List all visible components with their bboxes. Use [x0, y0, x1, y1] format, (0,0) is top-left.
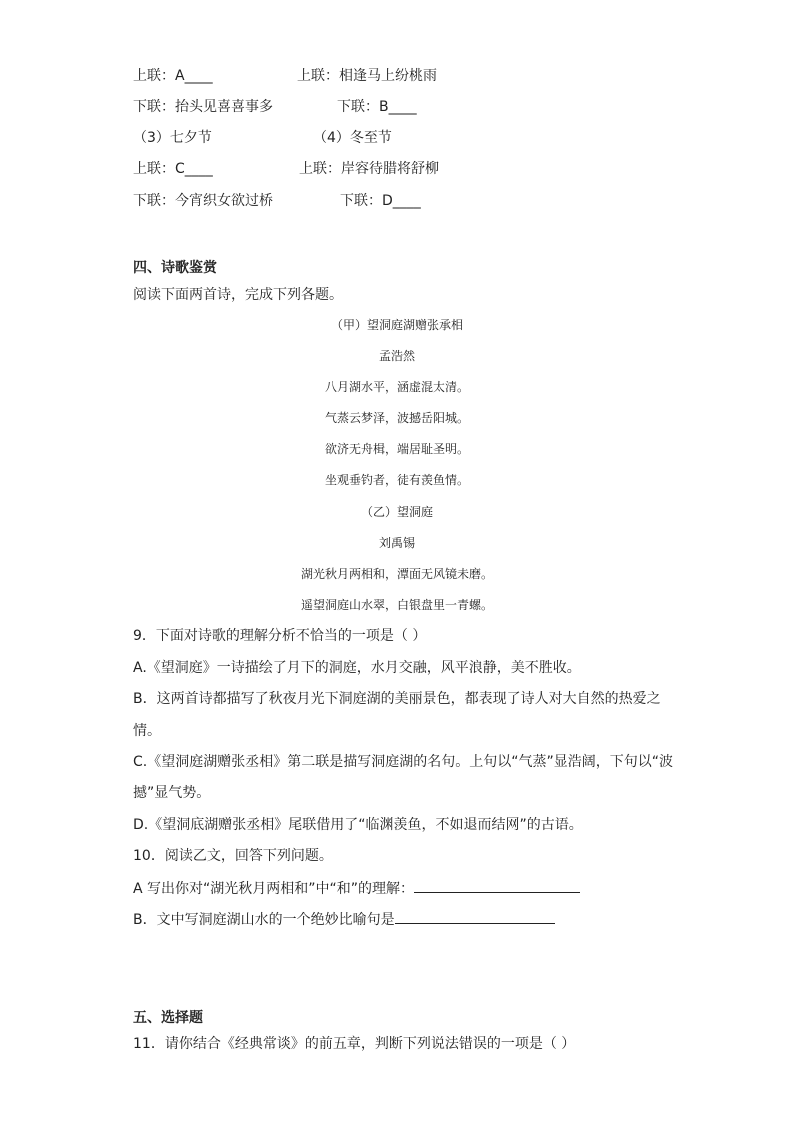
- poem-1-line: 八月湖水平，涵虚混太清。: [324, 380, 469, 394]
- couplet-row-4-left: 上联：C____: [133, 161, 213, 177]
- poem-1-line: 欲济无舟楫，端居耻圣明。: [324, 442, 469, 456]
- poem-1-line: 坐观垂钓者，徒有羡鱼情。: [324, 473, 469, 487]
- question-9-option-b-cont: 情。: [133, 723, 161, 739]
- question-9-option-d: D.《望洞底湖赠张丞相》尾联借用了“临渊羡鱼，不如退而结网”的古语。: [133, 817, 583, 833]
- section-5-heading: 五、选择题: [133, 1010, 203, 1026]
- question-10-a: [133, 878, 580, 899]
- answer-blank[interactable]: [414, 878, 580, 893]
- poem-2-title: （乙）望洞庭: [360, 505, 433, 519]
- couplet-row-1-right: 上联：相逢马上纷桃雨: [297, 68, 437, 84]
- question-10-b-text: B．文中写洞庭湖山水的一个绝妙比喻句是: [133, 912, 395, 928]
- couplet-row-4-right: 上联：岸容待腊将舒柳: [299, 161, 439, 177]
- poem-1-title: （甲）望洞庭湖赠张承相: [330, 318, 463, 332]
- question-10-a-text: A 写出你对“湖光秋月两相和”中“和”的理解：: [133, 881, 415, 897]
- question-10: 10．阅读乙文，回答下列问题。: [133, 848, 333, 864]
- couplet-row-2-right: 下联：B____: [337, 99, 417, 115]
- question-10-b: [133, 909, 555, 930]
- question-9-option-b: B．这两首诗都描写了秋夜月光下洞庭湖的美丽景色，都表现了诗人对大自然的热爱之: [133, 691, 661, 707]
- couplet-row-5-right: 下联：D____: [340, 193, 421, 209]
- poem-2-author: 刘禹锡: [378, 536, 415, 550]
- section-4-intro: 阅读下面两首诗，完成下列各题。: [133, 287, 343, 303]
- section-4-heading: 四、诗歌鉴赏: [133, 260, 217, 276]
- couplet-row-5-left: 下联：今宵织女欲过桥: [133, 193, 273, 209]
- couplet-row-2-left: 下联：抬头见喜喜事多: [133, 99, 273, 115]
- couplet-row-3-right: （4）冬至节: [313, 130, 392, 146]
- poem-1-line: 气蒸云梦泽，波撼岳阳城。: [324, 411, 469, 425]
- poem-2-line: 遥望洞庭山水翠，白银盘里一青螺。: [300, 598, 493, 612]
- question-9-option-c: C.《望洞庭湖赠张丞相》第二联是描写洞庭湖的名句。上句以“气蒸”显浩阔，下句以“波: [133, 754, 673, 770]
- couplet-row-3-left: （3）七夕节: [133, 130, 212, 146]
- question-9-option-a: A.《望洞庭》一诗描绘了月下的洞庭，水月交融，风平浪静，美不胜收。: [133, 660, 581, 676]
- poem-1-author: 孟浩然: [378, 349, 415, 363]
- question-11: 11．请你结合《经典常谈》的前五章，判断下列说法错误的一项是（ ）: [133, 1036, 576, 1052]
- question-9-option-c-cont: 撼”显气势。: [133, 785, 211, 801]
- poem-2-line: 湖光秋月两相和，潭面无风镜未磨。: [300, 567, 493, 581]
- question-9: 9．下面对诗歌的理解分析不恰当的一项是（ ）: [133, 628, 427, 644]
- answer-blank[interactable]: [395, 909, 555, 924]
- couplet-row-1-left: 上联：A____: [133, 68, 213, 84]
